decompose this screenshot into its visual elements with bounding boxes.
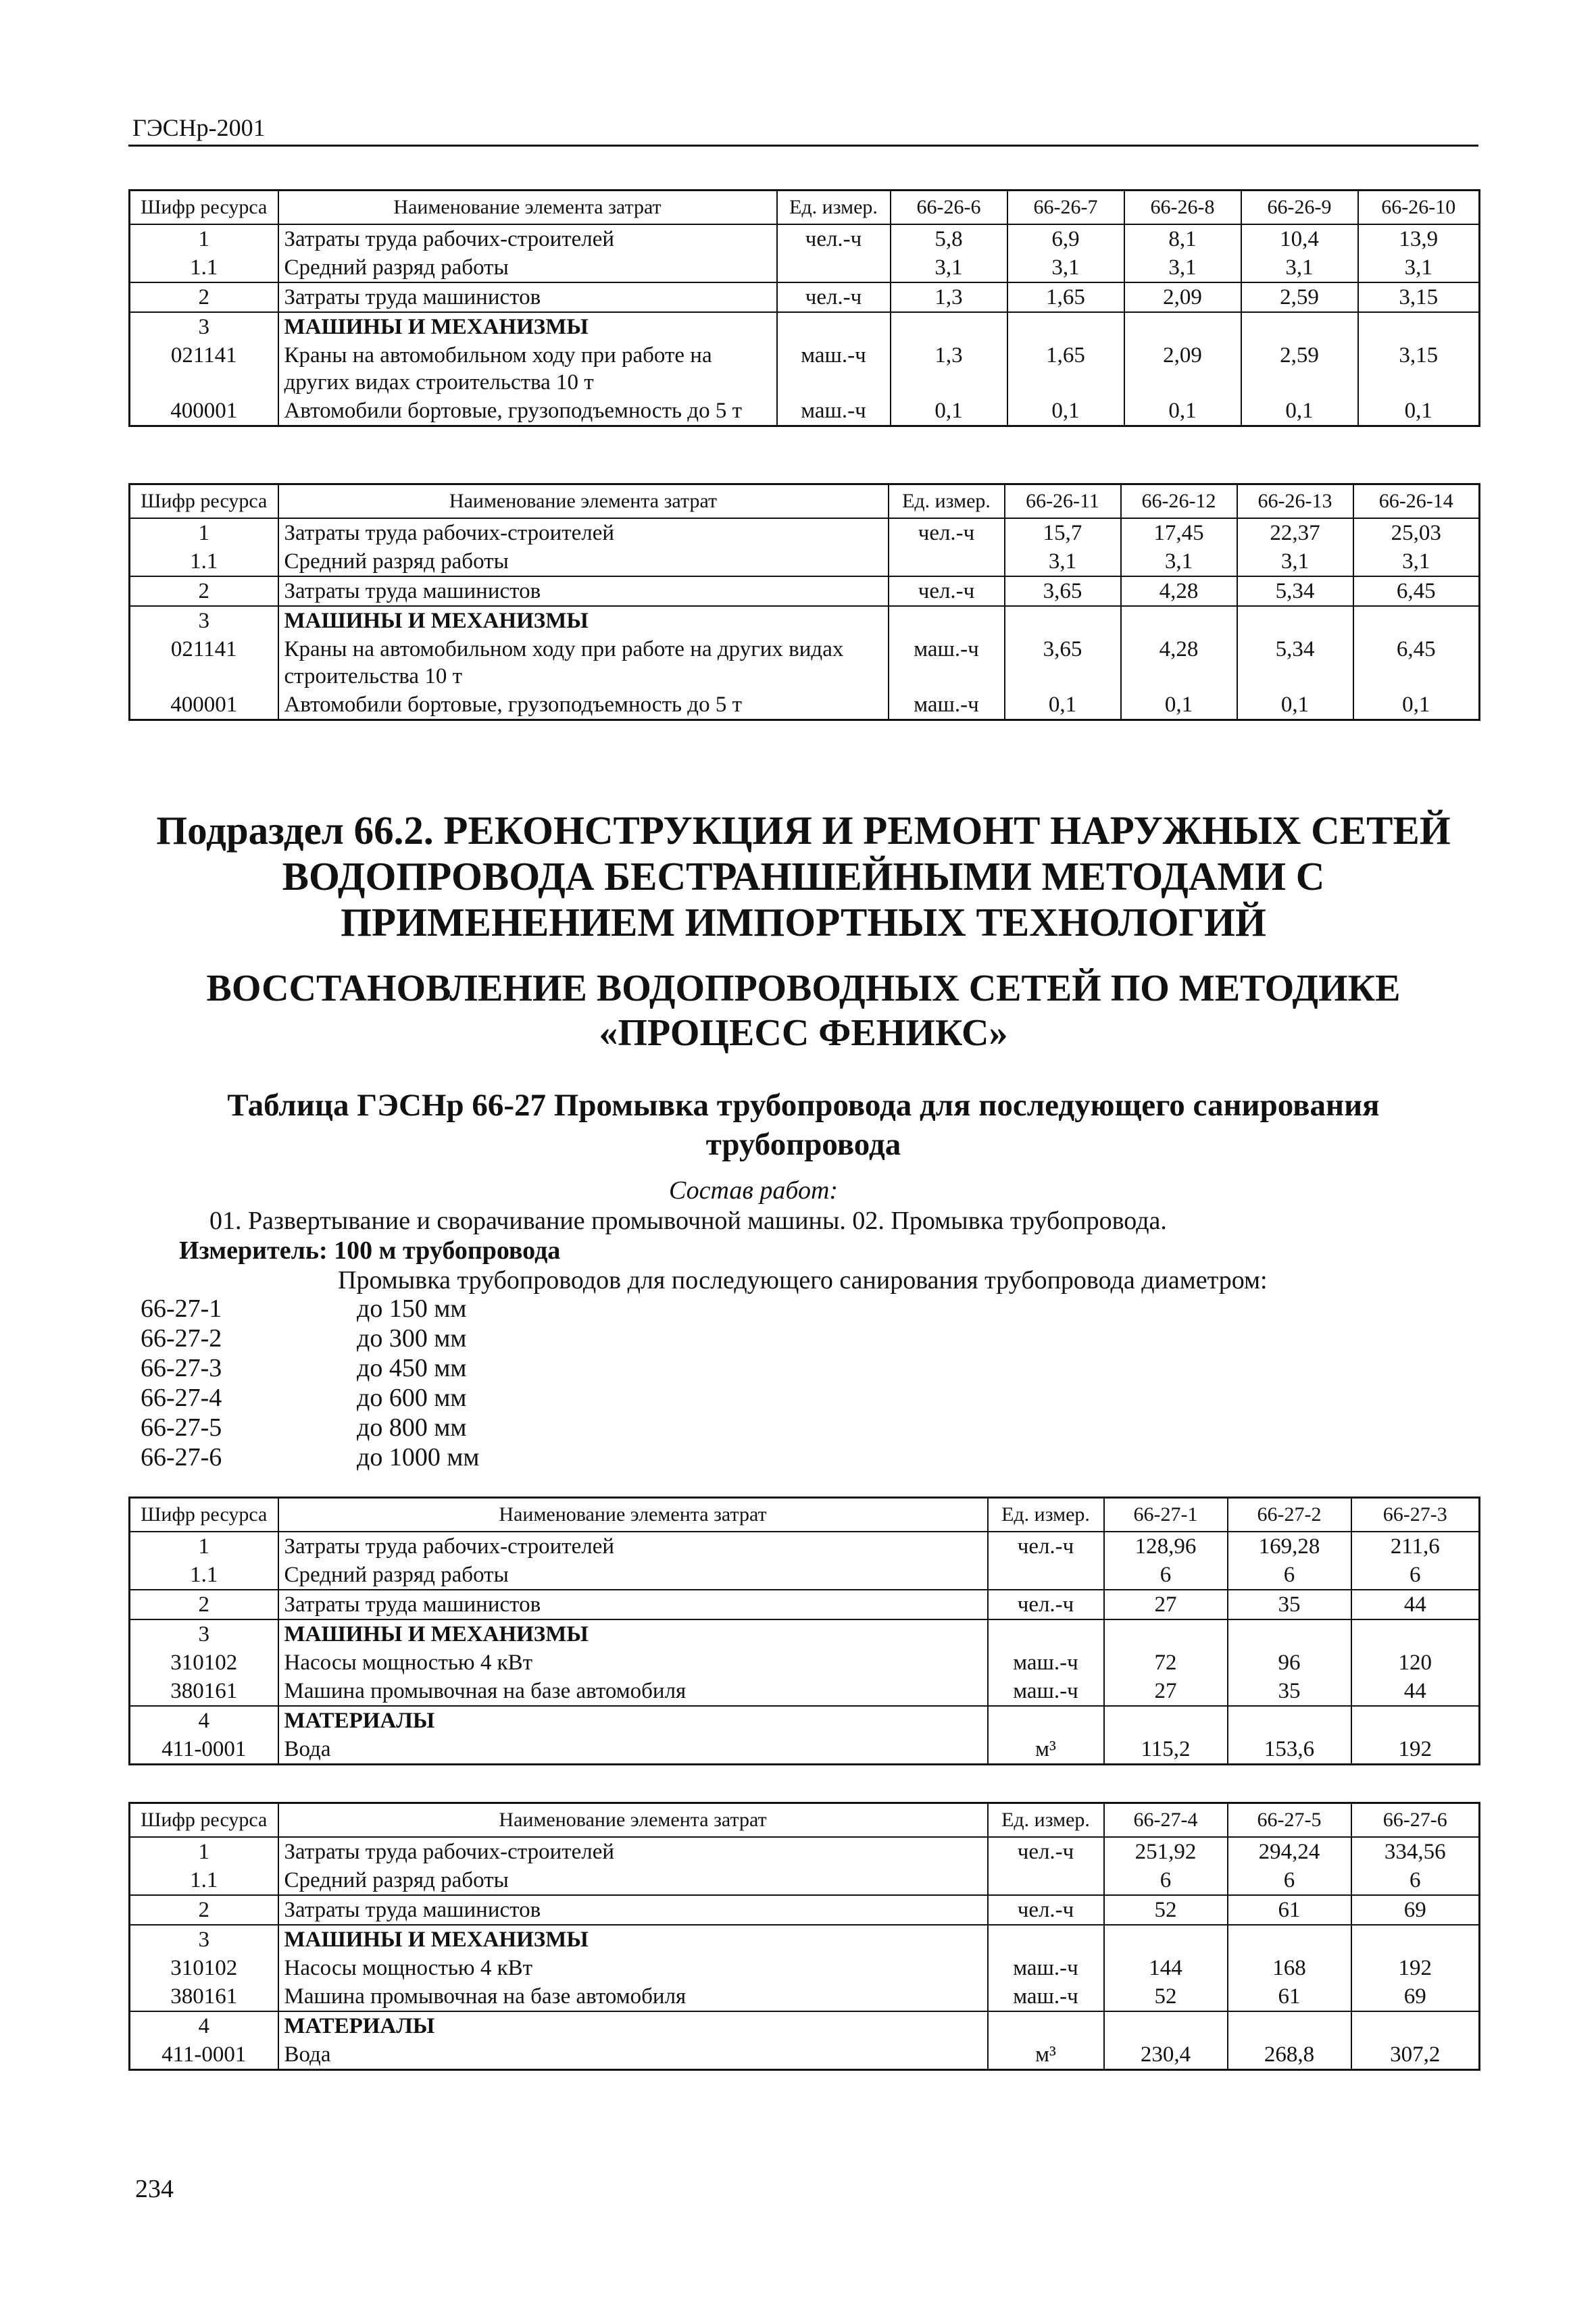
table-title: Таблица ГЭСНр 66-27 Промывка трубопровода для последующего санирования трубопровода — [227, 1088, 1380, 1162]
unit-cell: м³ — [988, 2040, 1104, 2070]
unit-cell — [988, 1925, 1104, 1954]
value-cell: 251,92 — [1104, 1837, 1228, 1866]
value-cell: 3,1 — [1124, 253, 1241, 282]
value-cell — [1005, 606, 1121, 635]
column-header: Ед. измер. — [988, 1803, 1104, 1838]
value-cell — [891, 312, 1007, 341]
resource-code-cell: 310102 — [130, 1954, 278, 1982]
resource-name-cell: МАТЕРИАЛЫ — [278, 2011, 988, 2040]
unit-cell: маш.-ч — [889, 635, 1005, 690]
unit-cell: маш.-ч — [988, 1677, 1104, 1706]
value-cell — [1228, 2011, 1351, 2040]
resource-name-cell: Автомобили бортовые, грузоподъемность до 5 т — [278, 397, 777, 426]
value-cell: 0,1 — [1241, 397, 1358, 426]
item-diameter: до 300 мм — [357, 1324, 467, 1353]
value-cell: 0,1 — [1124, 397, 1241, 426]
work-composition-text: 01. Развертывание и сворачивание промывочной машины. 02. Промывка трубопровода. — [209, 1207, 1167, 1235]
table-row — [130, 1590, 1480, 1619]
value-cell: 0,1 — [1358, 397, 1480, 426]
value-cell: 44 — [1351, 1677, 1480, 1706]
value-cell: 3,1 — [1241, 253, 1358, 282]
work-composition-label: Состав работ: — [669, 1176, 839, 1205]
resource-name-cell: Затраты труда рабочих-строителей — [278, 1837, 988, 1866]
resource-name-cell: Вода — [278, 1735, 988, 1765]
value-cell: 6 — [1351, 1561, 1480, 1590]
value-cell: 3,15 — [1358, 282, 1480, 312]
column-header: Шифр ресурса — [130, 191, 278, 225]
value-cell: 128,96 — [1104, 1532, 1228, 1561]
resource-code-cell: 1.1 — [130, 253, 278, 282]
table-header-row — [130, 484, 1480, 519]
resource-code-cell: 3 — [130, 312, 278, 341]
column-header: 66-26-9 — [1241, 191, 1358, 225]
table-row — [130, 547, 1480, 576]
column-header: Наименование элемента затрат — [278, 484, 889, 519]
column-header: 66-26-11 — [1005, 484, 1121, 519]
unit-cell: маш.-ч — [777, 341, 891, 397]
resource-name-cell: Краны на автомобильном ходу при работе на других видах строительства 10 т — [278, 635, 889, 690]
unit-cell: чел.-ч — [988, 1532, 1104, 1561]
unit-cell: маш.-ч — [777, 397, 891, 426]
column-header: 66-27-1 — [1104, 1498, 1228, 1532]
table-row — [130, 2040, 1480, 2070]
value-cell: 3,1 — [891, 253, 1007, 282]
unit-cell: маш.-ч — [988, 1982, 1104, 2011]
value-cell: 6 — [1351, 1866, 1480, 1895]
resource-name-cell: Насосы мощностью 4 кВт — [278, 1649, 988, 1677]
resource-code-cell: 2 — [130, 576, 278, 606]
item-code: 66-27-2 — [141, 1324, 222, 1353]
value-cell: 6,45 — [1353, 635, 1480, 690]
value-cell: 6,9 — [1007, 224, 1124, 253]
value-cell: 61 — [1228, 1982, 1351, 2011]
table-row — [130, 1895, 1480, 1925]
table-row — [130, 576, 1480, 606]
value-cell — [1351, 1925, 1480, 1954]
resource-name-cell: Затраты труда рабочих-строителей — [278, 1532, 988, 1561]
resource-code-cell: 400001 — [130, 397, 278, 426]
resource-code-cell: 2 — [130, 1895, 278, 1925]
column-header: Шифр ресурса — [130, 484, 278, 519]
resource-name-cell: Насосы мощностью 4 кВт — [278, 1954, 988, 1982]
unit-cell — [988, 1619, 1104, 1649]
value-cell — [1351, 1619, 1480, 1649]
value-cell: 10,4 — [1241, 224, 1358, 253]
unit-cell: чел.-ч — [889, 576, 1005, 606]
resource-code-cell: 1 — [130, 224, 278, 253]
value-cell: 307,2 — [1351, 2040, 1480, 2070]
unit-cell — [777, 253, 891, 282]
value-cell: 6 — [1228, 1561, 1351, 1590]
unit-cell — [988, 1706, 1104, 1735]
resource-code-cell: 2 — [130, 1590, 278, 1619]
value-cell: 96 — [1228, 1649, 1351, 1677]
value-cell: 3,1 — [1358, 253, 1480, 282]
item-diameter: до 450 мм — [357, 1354, 467, 1382]
resource-code-cell: 4 — [130, 1706, 278, 1735]
value-cell — [1124, 312, 1241, 341]
value-cell: 15,7 — [1005, 518, 1121, 547]
value-cell: 6,45 — [1353, 576, 1480, 606]
resource-table-66-26-11-14 — [128, 483, 1480, 721]
unit-cell: маш.-ч — [988, 1954, 1104, 1982]
resource-name-cell: Затраты труда рабочих-строителей — [278, 224, 777, 253]
unit-cell: чел.-ч — [889, 518, 1005, 547]
column-header: 66-26-8 — [1124, 191, 1241, 225]
unit-cell — [889, 606, 1005, 635]
value-cell — [1121, 606, 1237, 635]
resource-code-cell: 021141 — [130, 635, 278, 690]
unit-cell — [988, 1561, 1104, 1590]
table-row — [130, 1735, 1480, 1765]
column-header: Ед. измер. — [777, 191, 891, 225]
unit-cell: м³ — [988, 1735, 1104, 1765]
value-cell: 52 — [1104, 1982, 1228, 2011]
column-header: 66-27-5 — [1228, 1803, 1351, 1838]
value-cell: 334,56 — [1351, 1837, 1480, 1866]
resource-code-cell: 380161 — [130, 1982, 278, 2011]
resource-name-cell: Вода — [278, 2040, 988, 2070]
resource-name-cell: Краны на автомобильном ходу при работе на других видах строительства 10 т — [278, 341, 777, 397]
column-header: 66-26-13 — [1237, 484, 1353, 519]
unit-cell: маш.-ч — [889, 690, 1005, 720]
column-header: 66-27-2 — [1228, 1498, 1351, 1532]
item-code: 66-27-3 — [141, 1354, 222, 1382]
resource-code-cell: 411-0001 — [130, 1735, 278, 1765]
value-cell: 17,45 — [1121, 518, 1237, 547]
value-cell: 22,37 — [1237, 518, 1353, 547]
column-header: 66-26-12 — [1121, 484, 1237, 519]
resource-code-cell: 3 — [130, 1619, 278, 1649]
value-cell: 35 — [1228, 1590, 1351, 1619]
value-cell: 0,1 — [1005, 690, 1121, 720]
value-cell: 230,4 — [1104, 2040, 1228, 2070]
value-cell: 1,65 — [1007, 341, 1124, 397]
table-row — [130, 1866, 1480, 1895]
value-cell — [1237, 606, 1353, 635]
unit-cell — [988, 2011, 1104, 2040]
column-header: Шифр ресурса — [130, 1803, 278, 1838]
value-cell: 144 — [1104, 1954, 1228, 1982]
item-code: 66-27-6 — [141, 1443, 222, 1472]
resource-name-cell: Затраты труда машинистов — [278, 1895, 988, 1925]
value-cell: 153,6 — [1228, 1735, 1351, 1765]
table-row — [130, 1561, 1480, 1590]
value-cell: 4,28 — [1121, 635, 1237, 690]
unit-cell: чел.-ч — [777, 224, 891, 253]
column-header: Ед. измер. — [889, 484, 1005, 519]
table-row — [130, 1925, 1480, 1954]
intro-text: Промывка трубопроводов для последующего санирования трубопровода диаметром: — [338, 1266, 1268, 1294]
value-cell: 0,1 — [1007, 397, 1124, 426]
value-cell: 3,65 — [1005, 635, 1121, 690]
value-cell: 3,1 — [1237, 547, 1353, 576]
table-row — [130, 518, 1480, 547]
value-cell — [1351, 2011, 1480, 2040]
table-row — [130, 1649, 1480, 1677]
resource-code-cell: 1.1 — [130, 1866, 278, 1895]
column-header: 66-26-6 — [891, 191, 1007, 225]
value-cell — [1104, 1925, 1228, 1954]
value-cell: 2,09 — [1124, 341, 1241, 397]
resource-name-cell: Затраты труда машинистов — [278, 282, 777, 312]
resource-name-cell: Автомобили бортовые, грузоподъемность до 5 т — [278, 690, 889, 720]
unit-cell: чел.-ч — [777, 282, 891, 312]
value-cell — [1228, 1925, 1351, 1954]
unit-cell — [889, 547, 1005, 576]
value-cell: 192 — [1351, 1954, 1480, 1982]
value-cell: 1,3 — [891, 341, 1007, 397]
resource-name-cell: Машина промывочная на базе автомобиля — [278, 1982, 988, 2011]
value-cell: 2,09 — [1124, 282, 1241, 312]
column-header: Ед. измер. — [988, 1498, 1104, 1532]
resource-name-cell: Затраты труда рабочих-строителей — [278, 518, 889, 547]
value-cell: 0,1 — [1121, 690, 1237, 720]
resource-code-cell: 1 — [130, 1837, 278, 1866]
unit-cell: чел.-ч — [988, 1837, 1104, 1866]
resource-code-cell: 411-0001 — [130, 2040, 278, 2070]
column-header: Наименование элемента затрат — [278, 1803, 988, 1838]
column-header: Шифр ресурса — [130, 1498, 278, 1532]
resource-table-66-27-4-6 — [128, 1802, 1480, 2071]
value-cell: 115,2 — [1104, 1735, 1228, 1765]
value-cell: 3,15 — [1358, 341, 1480, 397]
table-row — [130, 253, 1480, 282]
value-cell: 6 — [1104, 1561, 1228, 1590]
table-row — [130, 282, 1480, 312]
value-cell: 3,1 — [1353, 547, 1480, 576]
table-header-row — [130, 1498, 1480, 1532]
table-row — [130, 1837, 1480, 1866]
value-cell: 192 — [1351, 1735, 1480, 1765]
value-cell: 0,1 — [1353, 690, 1480, 720]
column-header: 66-26-7 — [1007, 191, 1124, 225]
table-row — [130, 2011, 1480, 2040]
resource-name-cell: Средний разряд работы — [278, 253, 777, 282]
value-cell — [1104, 1706, 1228, 1735]
resource-name-cell: Затраты труда машинистов — [278, 1590, 988, 1619]
section-title: Подраздел 66.2. РЕКОНСТРУКЦИЯ И РЕМОНТ НАРУЖНЫХ СЕТЕЙ ВОДОПРОВОДА БЕСТРАНШЕЙНЫМИ МЕТОДАМИ С ПРИМЕНЕНИЕМ ИМПОРТНЫХ ТЕХНОЛОГИЙ — [156, 808, 1451, 945]
value-cell: 169,28 — [1228, 1532, 1351, 1561]
column-header: 66-27-3 — [1351, 1498, 1480, 1532]
resource-table-66-26-6-10 — [128, 189, 1480, 427]
value-cell: 6 — [1228, 1866, 1351, 1895]
value-cell: 52 — [1104, 1895, 1228, 1925]
resource-code-cell: 3 — [130, 1925, 278, 1954]
table-row — [130, 312, 1480, 341]
resource-name-cell: МАТЕРИАЛЫ — [278, 1706, 988, 1735]
value-cell: 44 — [1351, 1590, 1480, 1619]
value-cell: 294,24 — [1228, 1837, 1351, 1866]
item-diameter: до 800 мм — [357, 1413, 467, 1442]
table-row — [130, 1954, 1480, 1982]
item-diameter: до 1000 мм — [357, 1443, 480, 1472]
resource-table-66-27-1-3 — [128, 1496, 1480, 1765]
value-cell — [1228, 1706, 1351, 1735]
resource-name-cell: МАШИНЫ И МЕХАНИЗМЫ — [278, 1619, 988, 1649]
item-code: 66-27-1 — [141, 1294, 222, 1323]
column-header: 66-26-10 — [1358, 191, 1480, 225]
value-cell — [1104, 2011, 1228, 2040]
table-row — [130, 1706, 1480, 1735]
value-cell: 6 — [1104, 1866, 1228, 1895]
value-cell: 120 — [1351, 1649, 1480, 1677]
table-row — [130, 341, 1480, 397]
value-cell — [1353, 606, 1480, 635]
resource-code-cell: 310102 — [130, 1649, 278, 1677]
value-cell: 27 — [1104, 1677, 1228, 1706]
value-cell: 0,1 — [1237, 690, 1353, 720]
running-header — [128, 108, 1478, 147]
value-cell: 2,59 — [1241, 341, 1358, 397]
value-cell: 3,1 — [1007, 253, 1124, 282]
resource-name-cell: Средний разряд работы — [278, 1866, 988, 1895]
value-cell: 0,1 — [891, 397, 1007, 426]
value-cell: 72 — [1104, 1649, 1228, 1677]
resource-name-cell: МАШИНЫ И МЕХАНИЗМЫ — [278, 1925, 988, 1954]
resource-code-cell: 2 — [130, 282, 278, 312]
table-row — [130, 1532, 1480, 1561]
value-cell: 3,65 — [1005, 576, 1121, 606]
item-diameter: до 150 мм — [357, 1294, 467, 1323]
unit-cell: чел.-ч — [988, 1895, 1104, 1925]
value-cell: 61 — [1228, 1895, 1351, 1925]
value-cell: 2,59 — [1241, 282, 1358, 312]
table-row — [130, 635, 1480, 690]
resource-code-cell: 021141 — [130, 341, 278, 397]
item-code: 66-27-5 — [141, 1413, 222, 1442]
table-row — [130, 690, 1480, 720]
value-cell: 5,34 — [1237, 576, 1353, 606]
unit-cell — [777, 312, 891, 341]
table-row — [130, 1619, 1480, 1649]
resource-code-cell: 1.1 — [130, 547, 278, 576]
value-cell — [1241, 312, 1358, 341]
value-cell: 27 — [1104, 1590, 1228, 1619]
resource-code-cell: 1 — [130, 1532, 278, 1561]
unit-cell: маш.-ч — [988, 1649, 1104, 1677]
resource-code-cell: 3 — [130, 606, 278, 635]
value-cell: 13,9 — [1358, 224, 1480, 253]
value-cell: 1,65 — [1007, 282, 1124, 312]
value-cell — [1228, 1619, 1351, 1649]
resource-name-cell: МАШИНЫ И МЕХАНИЗМЫ — [278, 312, 777, 341]
value-cell: 211,6 — [1351, 1532, 1480, 1561]
table-header-row — [130, 1803, 1480, 1838]
table-row — [130, 1982, 1480, 2011]
resource-code-cell: 400001 — [130, 690, 278, 720]
value-cell — [1007, 312, 1124, 341]
column-header: 66-26-14 — [1353, 484, 1480, 519]
value-cell: 1,3 — [891, 282, 1007, 312]
table-header-row — [130, 191, 1480, 225]
value-cell — [1358, 312, 1480, 341]
value-cell: 25,03 — [1353, 518, 1480, 547]
section-subtitle: ВОССТАНОВЛЕНИЕ ВОДОПРОВОДНЫХ СЕТЕЙ ПО МЕТОДИКЕ «ПРОЦЕСС ФЕНИКС» — [206, 967, 1401, 1054]
value-cell: 5,8 — [891, 224, 1007, 253]
resource-code-cell: 1.1 — [130, 1561, 278, 1590]
value-cell: 168 — [1228, 1954, 1351, 1982]
table-row — [130, 397, 1480, 426]
value-cell: 4,28 — [1121, 576, 1237, 606]
value-cell: 3,1 — [1121, 547, 1237, 576]
resource-code-cell: 380161 — [130, 1677, 278, 1706]
column-header: 66-27-4 — [1104, 1803, 1228, 1838]
value-cell: 5,34 — [1237, 635, 1353, 690]
column-header: 66-27-6 — [1351, 1803, 1480, 1838]
table-row — [130, 1677, 1480, 1706]
value-cell: 69 — [1351, 1982, 1480, 2011]
value-cell: 35 — [1228, 1677, 1351, 1706]
value-cell: 69 — [1351, 1895, 1480, 1925]
resource-name-cell: Машина промывочная на базе автомобиля — [278, 1677, 988, 1706]
resource-name-cell: Средний разряд работы — [278, 1561, 988, 1590]
value-cell — [1351, 1706, 1480, 1735]
table-row — [130, 606, 1480, 635]
header-title: ГЭСНр-2001 — [132, 114, 266, 141]
value-cell: 3,1 — [1005, 547, 1121, 576]
column-header: Наименование элемента затрат — [278, 191, 777, 225]
meter: Измеритель: 100 м трубопровода — [179, 1236, 561, 1265]
value-cell: 8,1 — [1124, 224, 1241, 253]
unit-cell: чел.-ч — [988, 1590, 1104, 1619]
resource-code-cell: 4 — [130, 2011, 278, 2040]
resource-name-cell: МАШИНЫ И МЕХАНИЗМЫ — [278, 606, 889, 635]
table-row — [130, 224, 1480, 253]
column-header: Наименование элемента затрат — [278, 1498, 988, 1532]
unit-cell — [988, 1866, 1104, 1895]
resource-code-cell: 1 — [130, 518, 278, 547]
page-number: 234 — [135, 2175, 174, 2203]
resource-name-cell: Затраты труда машинистов — [278, 576, 889, 606]
resource-name-cell: Средний разряд работы — [278, 547, 889, 576]
value-cell: 268,8 — [1228, 2040, 1351, 2070]
item-code: 66-27-4 — [141, 1384, 222, 1412]
value-cell — [1104, 1619, 1228, 1649]
item-diameter: до 600 мм — [357, 1384, 467, 1412]
